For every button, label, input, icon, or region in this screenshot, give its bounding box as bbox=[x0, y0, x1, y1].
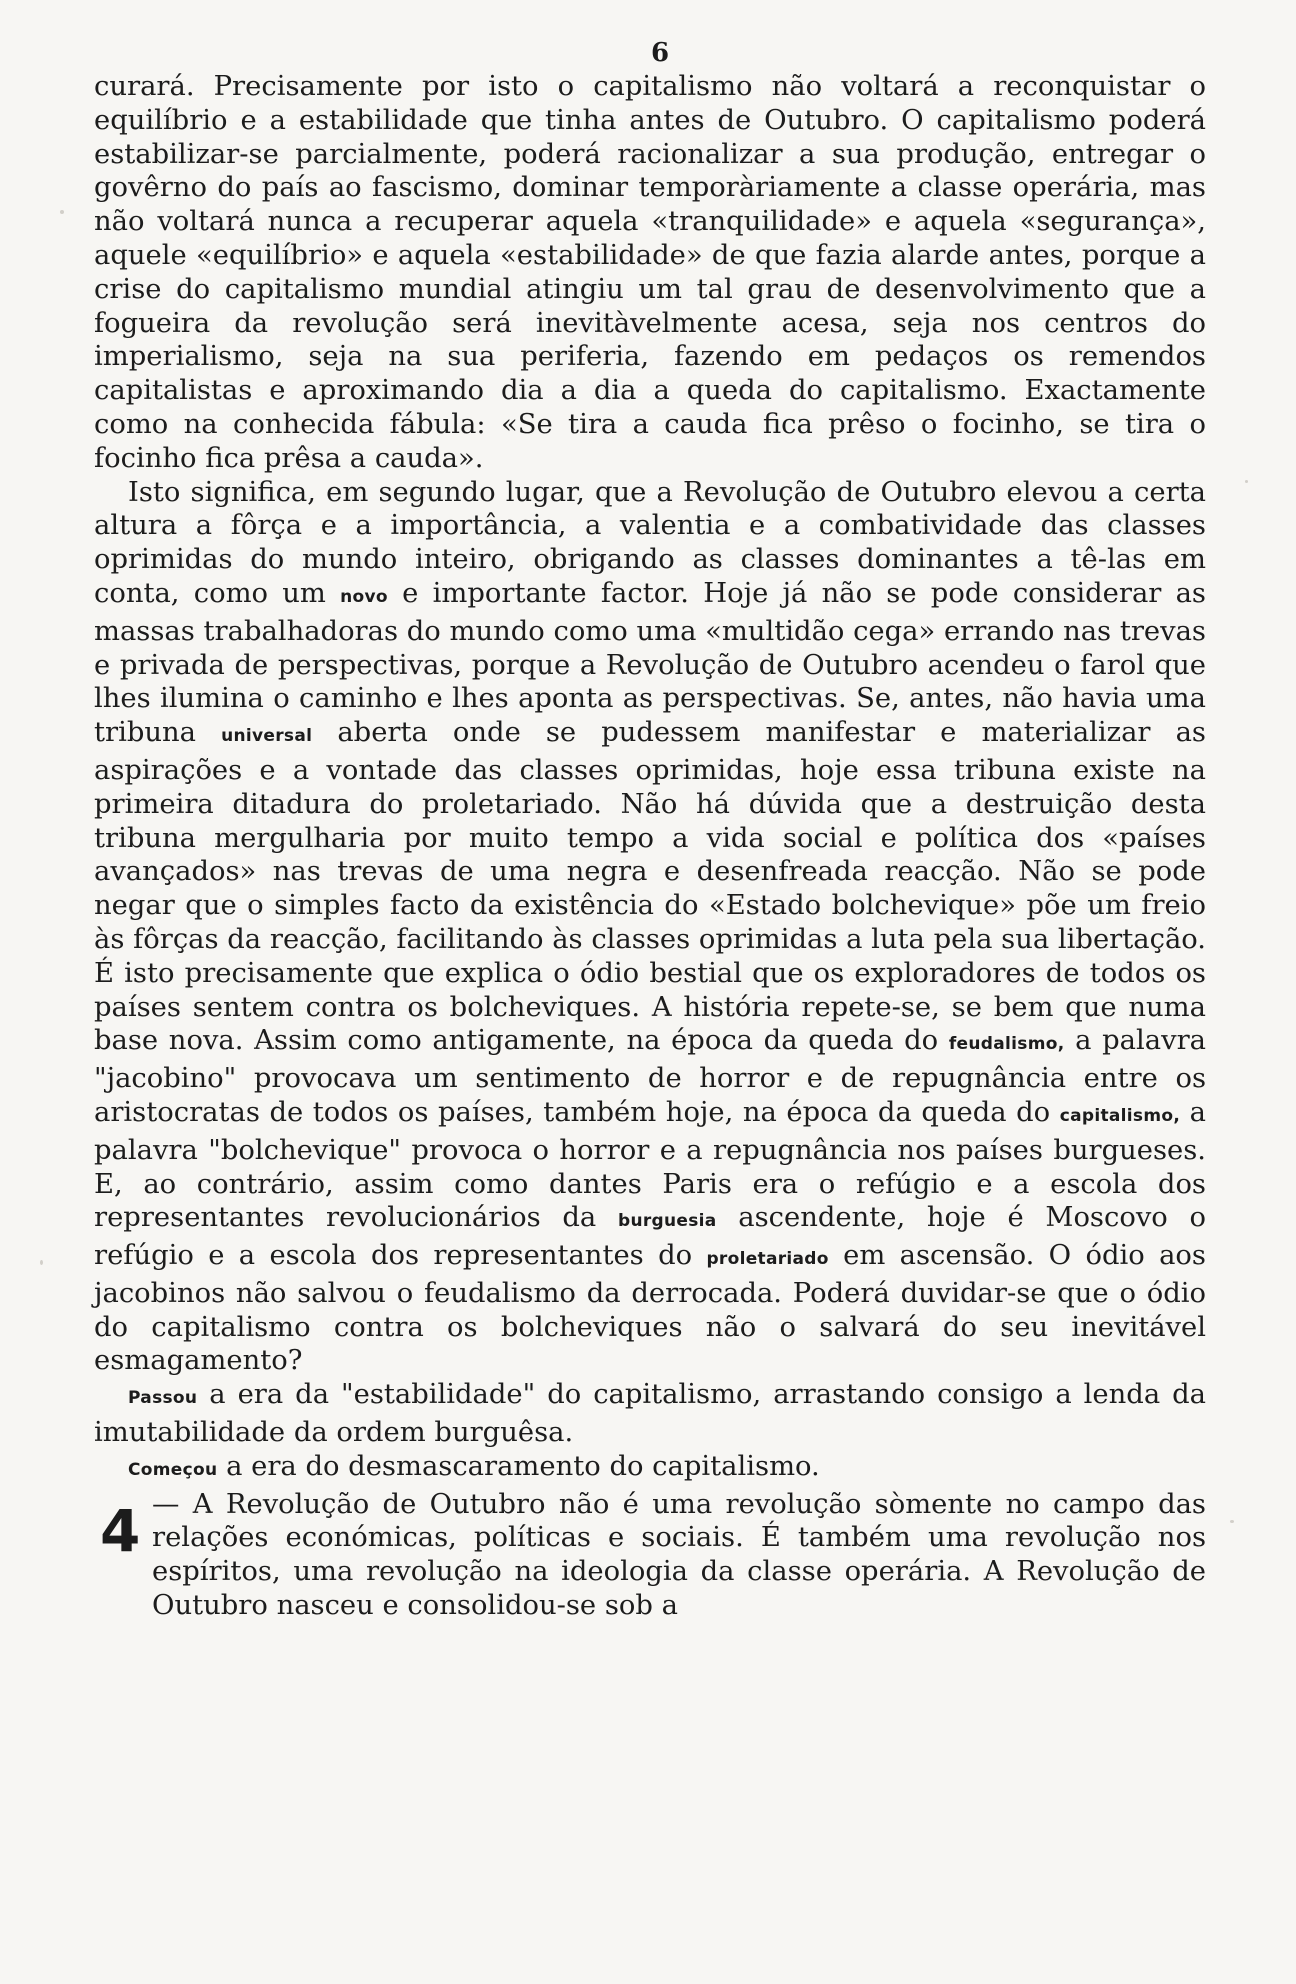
body-text bbox=[94, 70, 1206, 1623]
paragraph-text: ascendente, hoje é Moscovo o refúgio e a escola dos representantes do bbox=[94, 1202, 1207, 1272]
print-speck bbox=[1230, 1520, 1234, 1523]
emphasis-novo: novo bbox=[340, 586, 388, 607]
emphasis-universal: universal bbox=[221, 726, 313, 747]
point-4 bbox=[94, 1488, 1206, 1623]
emphasis-passou: Passou bbox=[128, 1388, 198, 1409]
paragraph-continuation bbox=[94, 70, 1206, 476]
paragraph-text: em ascensão. O ódio aos jacobinos não salvou o feudalismo da derrocada. Poderá duvidar-se que o ódio do capitalismo contra os bolcheviques não o salvará do seu inevitável esmagamento? bbox=[94, 1240, 1206, 1377]
paragraph-text: curará. Precisamente por isto o capitalismo não voltará a reconquistar o equilíbrio e a estabilidade que tinha antes de Outubro. O capitalismo poderá estabilizar-se parcialmente, poderá racionalizar a sua produção, entregar o govêrno do país ao fascismo, dominar temporàriamente a classe operária, mas não voltará nunca a recuperar aquela «tranquilidade» e aquela «segurança», aquele «equilíbrio» e aquela «estabilidade» de que fazia alarde antes, porque a crise do capitalismo mundial atingiu um tal grau de desenvolvimento que a fogueira da revolução será inevitàvelmente acesa, seja nos centros do imperialismo, seja na sua periferia, fazendo em pedaços os remendos capitalistas e aproximando dia a dia a queda do capitalismo. Exactamente como na conhecida fábula: «Se tira a cauda fica prêso o focinho, se tira o focinho fica prêsa a cauda». bbox=[94, 71, 1206, 474]
paragraph-text: e importante factor. Hoje já não se pode considerar as massas trabalhadoras do mundo como uma «multidão cega» errando nas trevas e privada de perspectivas, porque a Revolução de Outubro acendeu o farol que lhes ilumina o caminho e lhes aponta as perspectivas. Se, antes, não havia uma tribuna bbox=[94, 577, 1206, 749]
emphasis-comecou: Começou bbox=[128, 1459, 218, 1480]
paragraph-revolution-significance bbox=[94, 476, 1206, 1379]
print-speck bbox=[40, 1260, 43, 1265]
print-speck bbox=[1245, 480, 1248, 483]
paragraph-text: Isto significa, em segundo lugar, que a Revolução de Outubro elevou a certa altura a fôrça e a importância, a valentia e a combatividade das classes oprimidas do mundo inteiro, obrigando as classes dominantes a tê-las em conta, como um bbox=[94, 476, 1206, 609]
paragraph-passou bbox=[94, 1378, 1206, 1450]
emphasis-capitalismo: capitalismo, bbox=[1059, 1105, 1181, 1126]
paragraph-text: a era do desmascaramento do capitalismo. bbox=[217, 1450, 820, 1482]
paragraph-text: a palavra "bolchevique" provoca o horror e a repugnância nos países burgueses. E, ao contrário, assim como dantes Paris era o refúgio e a escola dos representantes revolucionários da bbox=[94, 1096, 1206, 1234]
point-number: 4 bbox=[100, 1496, 141, 1565]
paragraph-text: aberta onde se pudessem manifestar e materializar as aspirações e a vontade das classes oprimidas, hoje essa tribuna existe na primeira ditadura do proletariado. Não há dúvida que a destruição desta tribuna mergulharia por muito tempo a vida social e política dos «países avançados» nas trevas de uma negra e desenfreada reacção. Não se pode negar que o simples facto da existência do «Estado bolchevique» põe um freio às fôrças da reacção, facilitando às classes oprimidas a luta pela sua libertação. É isto precisamente que explica o ódio bestial que os exploradores de todos os países sentem contra os bolcheviques. A história repete-se, se bem que numa base nova. Assim como antigamente, na época da queda do bbox=[94, 717, 1206, 1057]
paragraph-text: a era da "estabilidade" do capitalismo, arrastando consigo a lenda da imutabilidade da ordem burguêsa. bbox=[94, 1379, 1206, 1449]
paragraph-text: a palavra "jacobino" provocava um sentimento de horror e de repugnância entre os aristocratas de todos os países, também hoje, na época da queda do bbox=[94, 1025, 1206, 1128]
print-speck bbox=[60, 210, 64, 214]
emphasis-feudalismo: feudalismo, bbox=[948, 1034, 1065, 1055]
emphasis-burguesia: burguesia bbox=[617, 1211, 717, 1232]
emphasis-proletariado: proletariado bbox=[706, 1249, 829, 1270]
page-number: 6 bbox=[650, 38, 670, 68]
point-4-text: — A Revolução de Outubro não é uma revolução sòmente no campo das relações económicas, políticas e sociais. É também uma revolução nos espíritos, uma revolução na ideologia da classe operária. A Revolução de Outubro nasceu e consolidou-se sob a bbox=[152, 1488, 1206, 1622]
paragraph-comecou bbox=[94, 1450, 1206, 1488]
